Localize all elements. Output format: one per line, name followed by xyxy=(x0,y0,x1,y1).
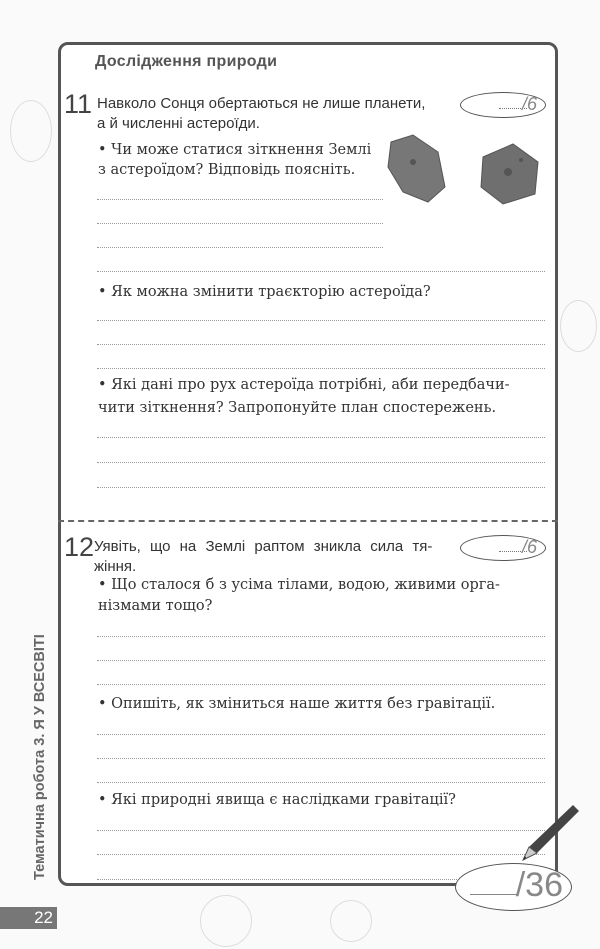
answer-line[interactable] xyxy=(97,271,545,272)
answer-line[interactable] xyxy=(97,660,545,661)
question-number: 12 xyxy=(64,532,95,562)
bullet-text: нізмами тощо? xyxy=(98,598,213,614)
answer-line[interactable] xyxy=(97,684,545,685)
answer-line[interactable] xyxy=(97,247,383,248)
answer-line[interactable] xyxy=(97,487,545,488)
answer-line[interactable] xyxy=(97,368,545,369)
score-max: /6 xyxy=(521,537,537,557)
bullet-text: • Як можна змінити траєкторію астероїда? xyxy=(98,284,431,300)
answer-line[interactable] xyxy=(97,830,545,831)
section-title: Дослідження природи xyxy=(95,53,278,70)
score-max: /6 xyxy=(521,94,537,114)
background-doodle xyxy=(560,300,597,352)
page-number: 22 xyxy=(0,907,57,929)
total-score-max: /36 xyxy=(515,866,563,904)
total-score-blank[interactable] xyxy=(470,894,518,895)
score-oval[interactable] xyxy=(460,535,546,561)
question-text: а й численні астероїди. xyxy=(97,115,260,132)
question-text: Навколо Сонця обертаються не лише планети, xyxy=(97,95,426,112)
bullet-text: чити зіткнення? Запропонуйте план спостережень. xyxy=(98,400,497,416)
answer-line[interactable] xyxy=(97,879,457,880)
answer-line[interactable] xyxy=(97,782,545,783)
background-doodle xyxy=(10,100,52,162)
answer-line[interactable] xyxy=(97,437,545,438)
answer-line[interactable] xyxy=(97,636,545,637)
score-oval[interactable] xyxy=(460,92,546,118)
answer-line[interactable] xyxy=(97,758,545,759)
total-score-oval[interactable] xyxy=(455,863,572,911)
divider-dashed xyxy=(58,520,558,522)
answer-line[interactable] xyxy=(97,223,383,224)
answer-line[interactable] xyxy=(97,734,545,735)
bullet-text: • Що сталося б з усіма тілами, водою, живими орга- xyxy=(98,577,500,593)
question-text: Уявіть, що на Землі раптом зникла сила тя- xyxy=(94,538,433,555)
pencil-icon xyxy=(515,800,580,865)
bullet-text: • Які природні явища є наслідками гравітації? xyxy=(98,792,456,808)
asteroids-image xyxy=(383,132,543,207)
question-text: жіння. xyxy=(94,558,137,575)
answer-line[interactable] xyxy=(97,320,545,321)
side-label: Тематична робота 3. Я У ВСЕСВІТІ xyxy=(32,634,48,880)
question-number: 11 xyxy=(64,89,93,119)
bullet-text: • Чи може статися зіткнення Землі xyxy=(98,142,372,158)
bullet-text: з астероїдом? Відповідь поясніть. xyxy=(98,162,356,178)
background-doodle xyxy=(200,895,252,947)
background-doodle xyxy=(330,900,372,942)
answer-line[interactable] xyxy=(97,854,545,855)
answer-line[interactable] xyxy=(97,462,545,463)
bullet-text: • Які дані про рух астероїда потрібні, аби передбачи- xyxy=(98,377,510,393)
answer-line[interactable] xyxy=(97,199,383,200)
bullet-text: • Опишіть, як зміниться наше життя без гравітації. xyxy=(98,696,496,712)
answer-line[interactable] xyxy=(97,344,545,345)
